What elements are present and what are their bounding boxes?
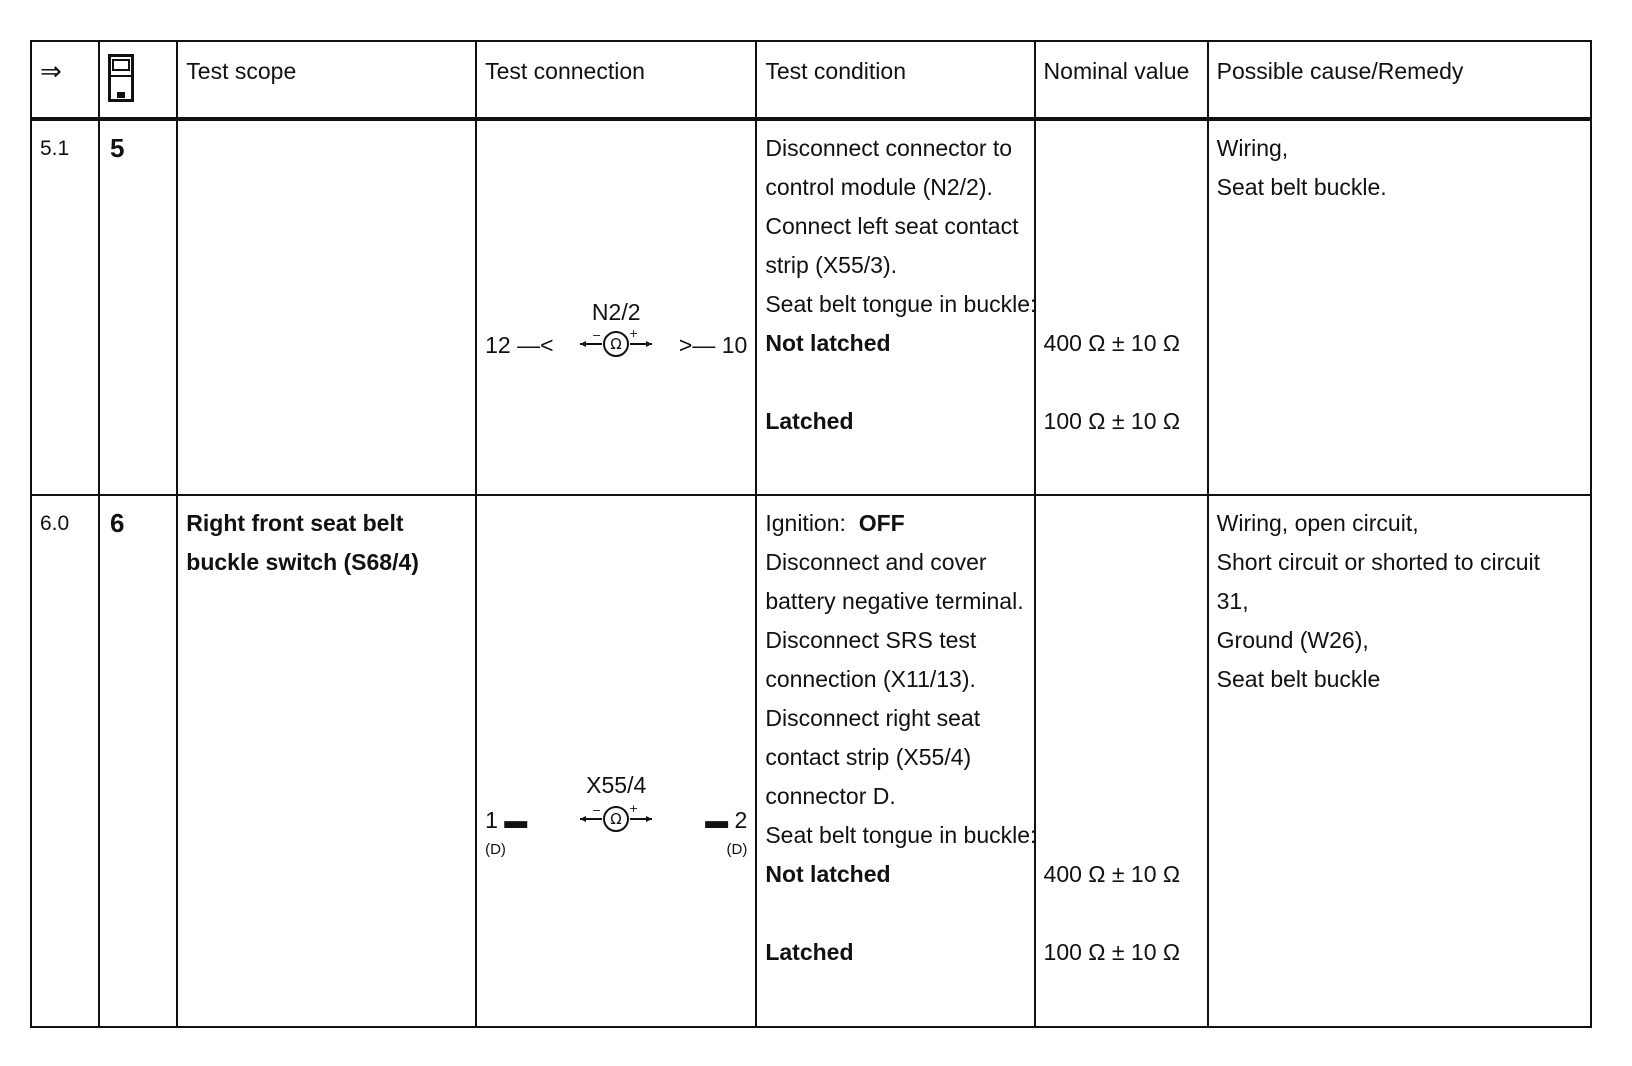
header-step-arrow <box>31 41 99 119</box>
header-symbol <box>99 41 177 119</box>
condition-line: Disconnect connector to <box>765 134 1013 161</box>
condition-line: Disconnect right seat <box>765 705 981 732</box>
ohmmeter-icon <box>578 803 654 833</box>
pin-left-connector: (D) <box>485 841 506 859</box>
cause-line: 31, <box>1216 588 1249 615</box>
header-test-scope: Test scope <box>177 41 476 119</box>
possible-cause-cell <box>1208 495 1591 1027</box>
condition-state-not-latched: Not latched <box>765 329 891 356</box>
nominal-value-cell <box>1035 119 1208 496</box>
svg-text:+: + <box>629 803 639 816</box>
condition-state-latched: Latched <box>765 407 854 434</box>
test-scope-text: Right front seat belt buckle switch (S68/4) <box>186 510 419 576</box>
connection-label: X55/4 <box>586 772 647 799</box>
condition-line: connection (X11/13). <box>765 666 976 693</box>
svg-text:−: − <box>592 804 602 818</box>
pin-right-connector: (D) <box>726 841 748 859</box>
pin-right-number: 10 <box>721 331 748 358</box>
test-condition-cell <box>756 119 1037 496</box>
condition-line: connector D. <box>765 783 896 810</box>
table-row <box>31 119 1591 496</box>
cause-line: Seat belt buckle <box>1216 666 1381 693</box>
condition-line: control module (N2/2). <box>765 173 993 200</box>
step-number: 5.1 <box>31 119 99 496</box>
cause-line: Wiring, <box>1216 134 1289 161</box>
connection-label: N2/2 <box>591 298 641 325</box>
nominal-value-not-latched: 400 Ω ± 10 Ω <box>1043 329 1181 356</box>
test-procedure-sheet <box>30 40 1592 1028</box>
nominal-value-not-latched: 400 Ω ± 10 Ω <box>1043 861 1181 888</box>
header-nominal-value: Nominal value <box>1035 41 1208 119</box>
step-symbol: 5 <box>110 132 125 163</box>
nominal-value-latched: 100 Ω ± 10 Ω <box>1043 407 1181 434</box>
table-row <box>31 495 1591 1027</box>
ignition-value: OFF <box>858 510 905 537</box>
nominal-value-latched: 100 Ω ± 10 Ω <box>1043 939 1181 966</box>
svg-text:Ω: Ω <box>610 810 622 829</box>
step-symbol: 6 <box>110 508 125 539</box>
condition-ignition <box>765 504 1025 543</box>
connection-diagram <box>485 496 747 1026</box>
test-connection-cell <box>476 119 756 496</box>
condition-line: Disconnect and cover <box>765 549 987 576</box>
test-condition-cell <box>756 495 1037 1027</box>
step-number: 6.0 <box>31 495 99 1027</box>
test-connection-cell <box>476 495 756 1027</box>
pin-left: 1 ▬ <box>485 807 528 834</box>
pin-left-number: 12 <box>485 331 511 358</box>
condition-line: Disconnect SRS test <box>765 627 977 654</box>
step-symbol-cell <box>99 119 177 496</box>
condition-line: strip (X55/3). <box>765 251 897 278</box>
test-scope-cell <box>177 495 476 1027</box>
pin-right-number: 2 <box>734 807 748 834</box>
condition-line: Seat belt tongue in buckle: <box>765 822 1037 849</box>
cause-line: Short circuit or shorted to circuit <box>1216 549 1541 576</box>
condition-line: Seat belt tongue in buckle: <box>765 290 1037 317</box>
pin-left-number: 1 <box>485 807 498 834</box>
ignition-label: Ignition: <box>765 510 846 537</box>
step-symbol-cell <box>99 495 177 1027</box>
table-header-row <box>31 41 1591 119</box>
pin-right: ▬ 2 <box>705 807 748 834</box>
cause-line: Seat belt buckle. <box>1216 173 1387 200</box>
cause-line: Ground (W26), <box>1216 627 1369 654</box>
test-module-icon <box>108 54 134 102</box>
condition-state-latched: Latched <box>765 939 854 966</box>
possible-cause-cell <box>1208 119 1591 496</box>
test-scope-cell <box>177 119 476 496</box>
svg-text:−: − <box>592 328 602 342</box>
svg-text:+: + <box>629 327 639 340</box>
header-test-connection: Test connection <box>476 41 756 119</box>
svg-text:Ω: Ω <box>610 334 622 353</box>
condition-line: contact strip (X55/4) <box>765 744 972 771</box>
test-procedure-table <box>30 40 1592 1028</box>
right-double-arrow-icon: ⇒ <box>40 56 62 86</box>
nominal-value-cell <box>1035 495 1208 1027</box>
condition-line: battery negative terminal. <box>765 588 1024 615</box>
connection-diagram <box>485 121 747 495</box>
header-test-condition: Test condition <box>756 41 1034 119</box>
cause-line: Wiring, open circuit, <box>1216 510 1419 537</box>
pin-left: 12 —< <box>485 331 554 358</box>
header-possible-cause: Possible cause/Remedy <box>1208 41 1591 119</box>
ohmmeter-icon <box>578 328 654 358</box>
condition-line: Connect left seat contact <box>765 212 1019 239</box>
pin-right: >— 10 <box>678 331 748 358</box>
condition-state-not-latched: Not latched <box>765 861 891 888</box>
